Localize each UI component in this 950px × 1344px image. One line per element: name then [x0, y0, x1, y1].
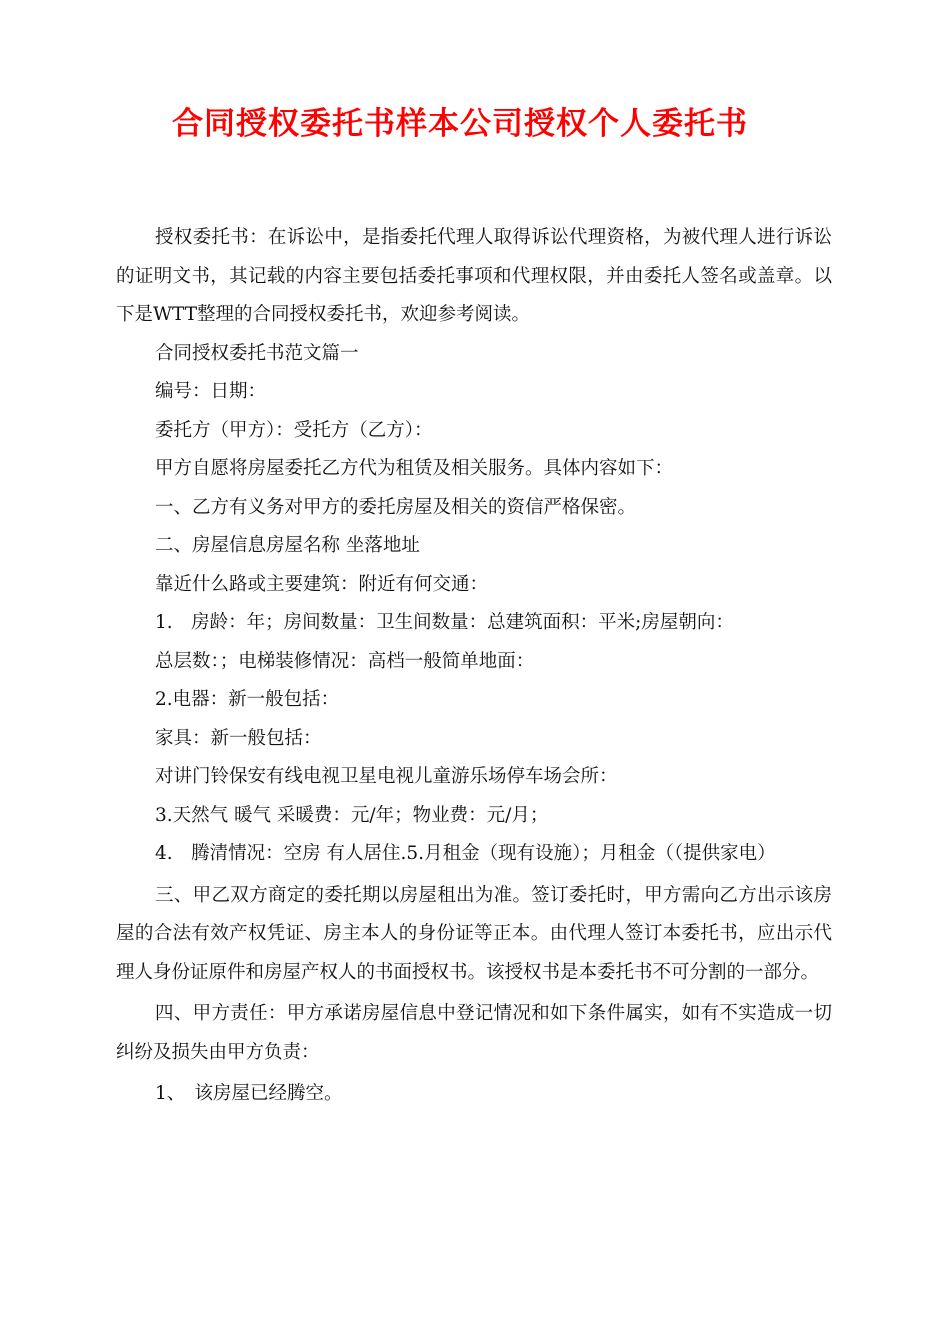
paragraph-sample-heading: 合同授权委托书范文篇一 — [155, 342, 359, 364]
paragraph-vacancy-rent: 4. 腾清情况：空房 有人居住.5.月租金（现有设施）；月租金（（提供家电） — [155, 843, 776, 864]
paragraph-appliances: 2.电器：新一般包括： — [155, 689, 340, 710]
paragraph-floors: 总层数：；电梯装修情况：高档一般简单地面： — [155, 650, 535, 672]
document-body — [116, 219, 832, 1114]
document-title: 合同授权委托书样本公司授权个人委托书 — [172, 106, 748, 142]
paragraph-house-age: 1. 房龄：年；房间数量：卫生间数量：总建筑面积：平米;房屋朝向： — [155, 612, 734, 633]
paragraph-clause-4-item-1: 1、 该房屋已经腾空。 — [155, 1083, 343, 1104]
paragraph-location: 靠近什么路或主要建筑：附近有何交通： — [155, 573, 489, 595]
paragraph-clause-4: 四、甲方责任：甲方承诺房屋信息中登记情况和如下条件属实，如有不实造成一切纠纷及损失由甲方负责： — [116, 1003, 832, 1063]
paragraph-clause-3: 三、甲乙双方商定的委托期以房屋租出为准。签订委托时，甲方需向乙方出示该房屋的合法有效产权凭证、房主本人的身份证等正本。由代理人签订本委托书，应出示代理人身份证原件和房屋产权人的书面授权书。该授权书是本委托书不可分割的一部分。 — [116, 884, 832, 983]
paragraph-fees: 3.天然气 暖气 采暖费：元/年；物业费：元/月； — [155, 804, 549, 826]
paragraph-intro: 授权委托书：在诉讼中，是指委托代理人取得诉讼代理资格，为被代理人进行诉讼的证明文书，其记载的内容主要包括委托事项和代理权限，并由委托人签名或盖章。以下是WTT整理的合同授权委托书，欢迎参考阅读。 — [116, 227, 832, 325]
paragraph-parties: 委托方（甲方）：受托方（乙方）： — [155, 419, 433, 441]
paragraph-clause-2: 二、房屋信息房屋名称 坐落地址 — [155, 535, 420, 556]
paragraph-number-date: 编号：日期： — [155, 381, 267, 402]
paragraph-furniture: 家具：新一般包括： — [155, 727, 322, 749]
paragraph-clause-1: 一、乙方有义务对甲方的委托房屋及相关的资信严格保密。 — [155, 496, 637, 518]
paragraph-facilities: 对讲门铃保安有线电视卫星电视儿童游乐场停车场会所： — [155, 766, 618, 787]
paragraph-scope: 甲方自愿将房屋委托乙方代为租赁及相关服务。具体内容如下： — [155, 458, 674, 479]
